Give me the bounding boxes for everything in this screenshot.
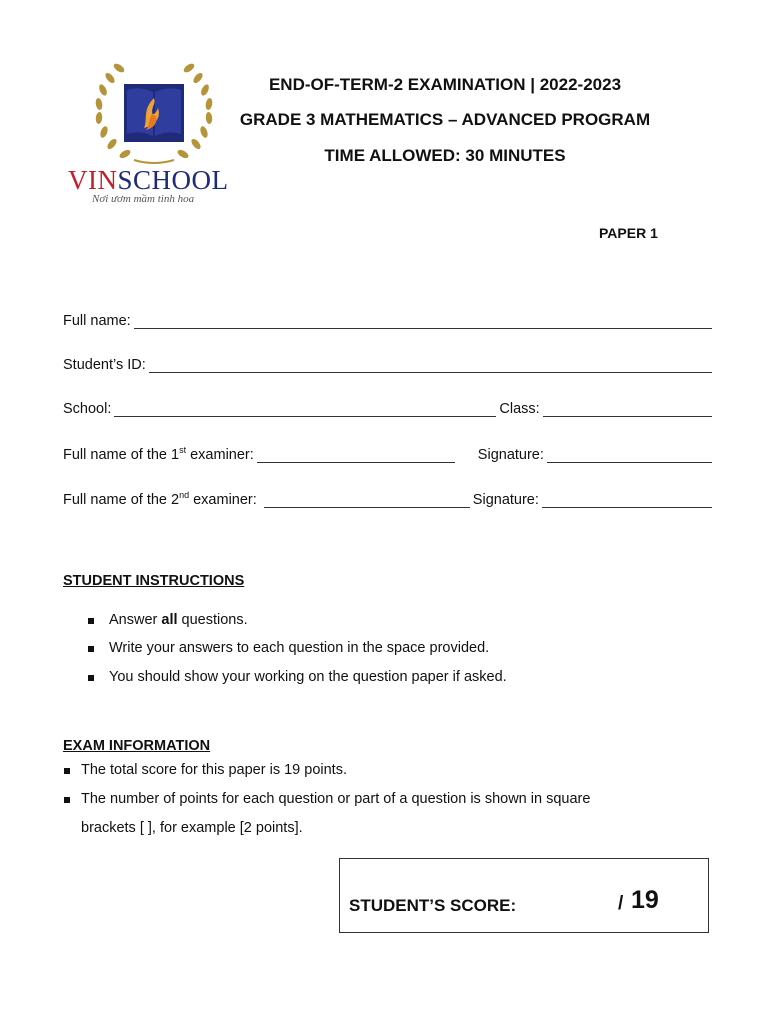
book-flame-wreath-logo-icon: [90, 62, 218, 166]
bullet-square-icon: [88, 618, 94, 624]
score-total: 19: [631, 886, 659, 914]
instructions-heading: STUDENT INSTRUCTIONS: [63, 573, 245, 589]
full-name-field: [63, 313, 715, 329]
score-label: STUDENT’S SCORE:: [349, 896, 517, 915]
examiner2-field: [63, 490, 715, 508]
class-input-line[interactable]: [543, 401, 712, 417]
exam-info-heading: EXAM INFORMATION: [63, 738, 211, 754]
instruction-item-3: You should show your working on the question paper if asked.: [109, 669, 507, 685]
exam-title: END-OF-TERM-2 EXAMINATION | 2022-2023: [268, 75, 622, 94]
bullet-square-icon: [64, 797, 70, 803]
exam-time: TIME ALLOWED: 30 MINUTES: [324, 146, 566, 165]
school-label: School:: [63, 401, 112, 417]
signature1-input-line[interactable]: [547, 447, 712, 463]
school-input-line[interactable]: [114, 401, 496, 417]
instruction-item-1: Answer all questions.: [109, 612, 248, 628]
full-name-input-line[interactable]: [134, 313, 712, 329]
school-class-field: [63, 401, 715, 417]
exam-info-item-2-line1: The number of points for each question or part of a question is shown in square: [81, 791, 591, 807]
signature1-label: Signature:: [477, 446, 544, 463]
full-name-label: Full name:: [63, 313, 131, 329]
paper-label: PAPER 1: [599, 225, 658, 241]
examiner1-field: [63, 445, 715, 463]
examiner2-input-line[interactable]: [264, 492, 470, 508]
score-slash: /: [618, 893, 624, 914]
logo-wordmark: VINSCHOOL: [68, 165, 229, 195]
examiner1-input-line[interactable]: [257, 447, 455, 463]
examiner1-label: Full name of the 1st examiner:: [63, 445, 254, 463]
bullet-square-icon: [64, 768, 70, 774]
bullet-square-icon: [88, 646, 94, 652]
exam-subject: GRADE 3 MATHEMATICS – ADVANCED PROGRAM: [239, 110, 651, 129]
signature2-label: Signature:: [472, 491, 539, 508]
student-id-label: Student’s ID:: [63, 357, 146, 373]
bullet-square-icon: [88, 675, 94, 681]
exam-info-item-1: The total score for this paper is 19 points.: [81, 762, 347, 778]
exam-info-item-2-line2: brackets [ ], for example [2 points].: [81, 820, 303, 836]
logo-slogan: Nơi ươm mầm tinh hoa: [92, 193, 195, 205]
signature2-input-line[interactable]: [542, 492, 712, 508]
student-id-input-line[interactable]: [149, 357, 712, 373]
class-label: Class:: [499, 401, 540, 417]
instruction-item-2: Write your answers to each question in the space provided.: [109, 640, 490, 656]
school-logo: [66, 62, 241, 212]
score-box: [339, 858, 709, 933]
examiner2-label: Full name of the 2nd examiner:: [63, 490, 257, 508]
student-id-field: [63, 357, 715, 373]
